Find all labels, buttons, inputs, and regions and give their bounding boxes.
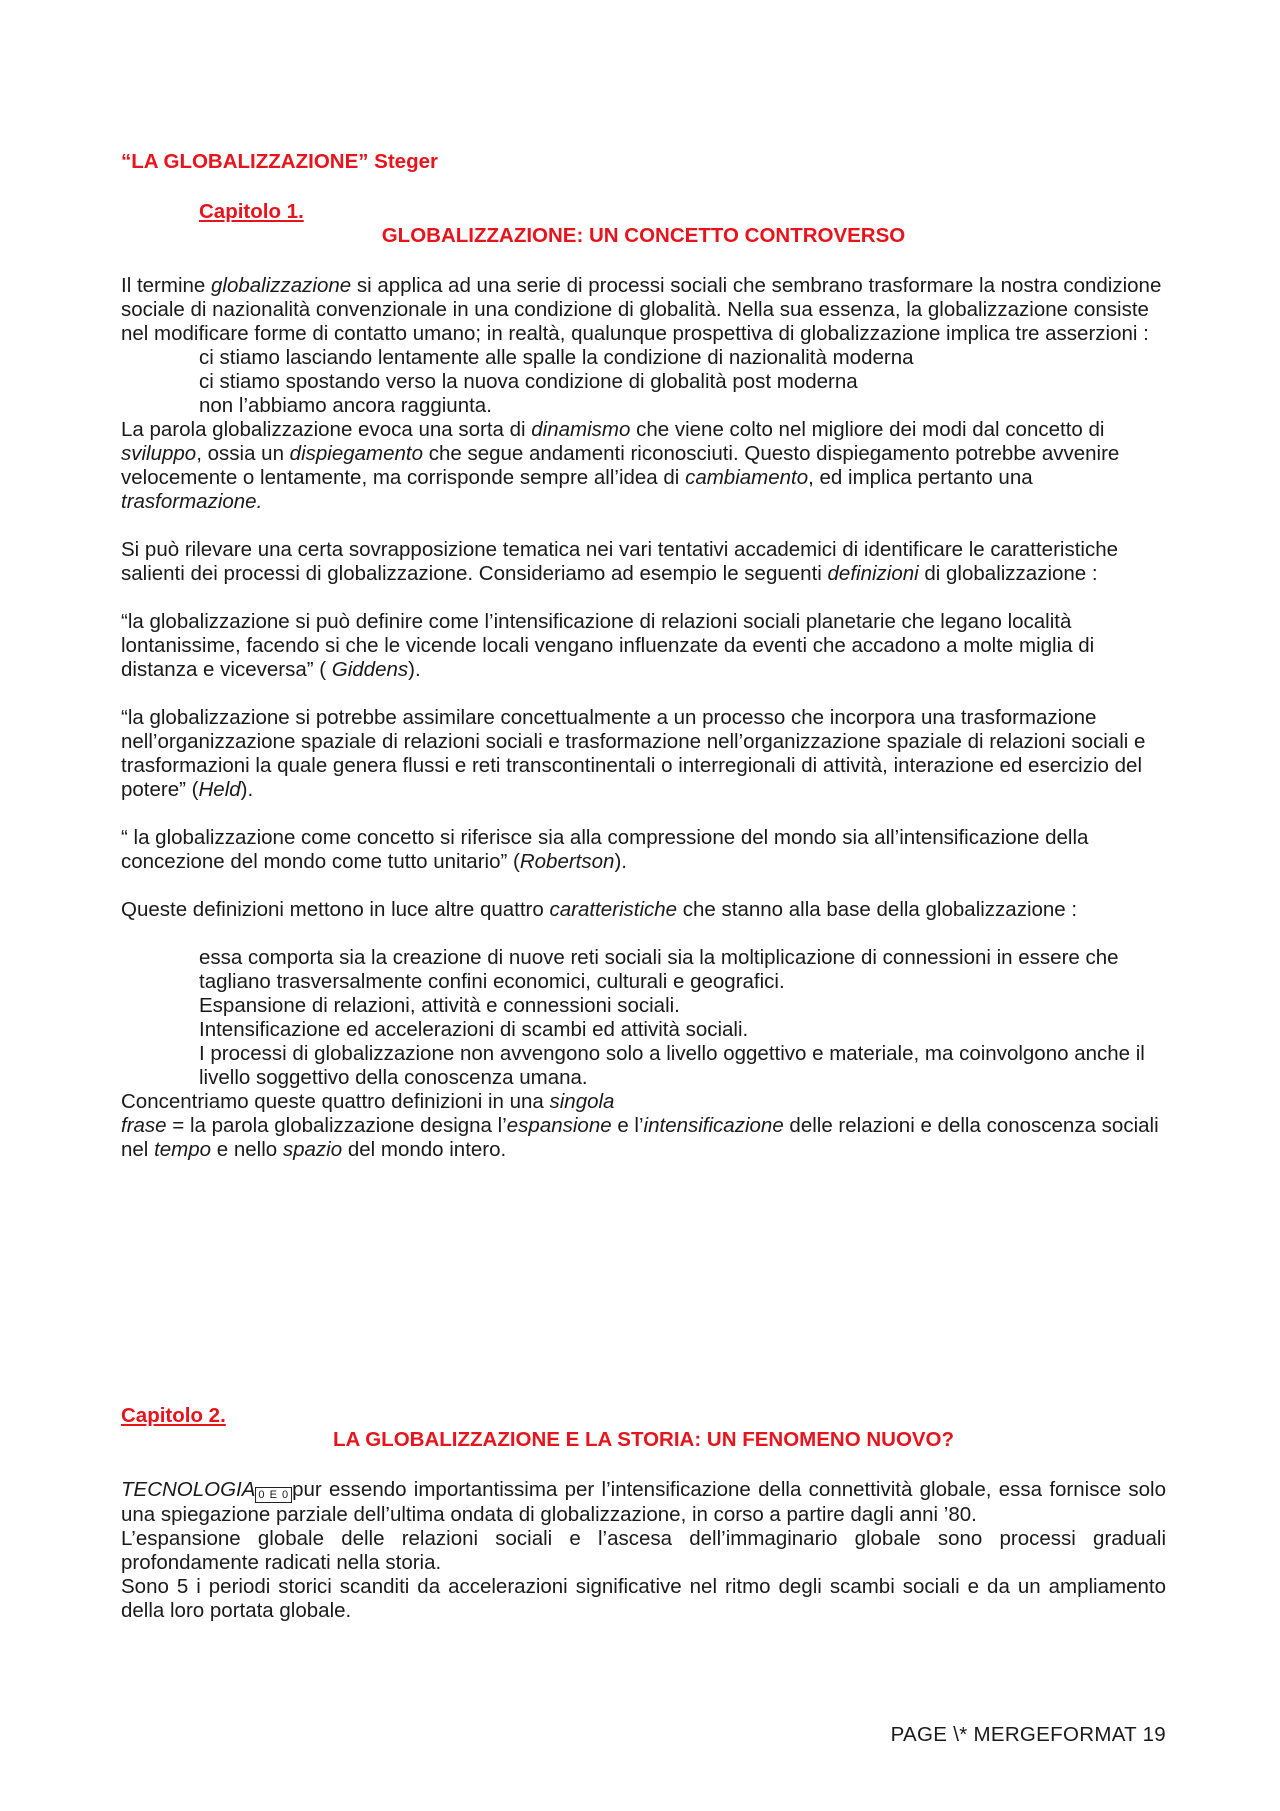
paragraph-dynamism: La parola globalizzazione evoca una sorta di dinamismo che viene colto nel migliore dei modi dal concetto di sviluppo, ossia un dispiegamento che segue andamenti riconosciuti. Questo dispiegamento potrebbe avvenire velocemente o lentamente, ma corrisponde sempre all’idea di cambiamento, ed implica pertanto una trasformazione. (121, 418, 1120, 513)
assertion-item: ci stiamo lasciando lentamente alle spalle la condizione di nazionalità moderna (199, 346, 914, 369)
paragraph-definition: Il termine globalizzazione si applica ad una serie di processi sociali che sembrano trasformare la nostra condizione sociale di nazionalità convenzionale in una condizione di globalità. Nella sua essenza, la globalizzazione consiste nel modificare forme di contatto umano; in realtà, qualunque prospettiva di globalizzazione implica tre asserzioni : (121, 274, 1162, 345)
chapter-2-label: Capitolo 2. (121, 1404, 226, 1427)
paragraph-periods: Sono 5 i periodi storici scanditi da accelerazioni significative nel ritmo degli scambi sociali e da un ampliamento della loro portata globale. (121, 1575, 1166, 1622)
quote-held: “la globalizzazione si potrebbe assimilare concettualmente a un processo che incorpora una trasformazione nell’organizzazione spaziale di relazioni sociali e trasformazione nell’organizzazione spaziale di relazioni sociali e trasformazioni la quale genera flussi e reti transcontinentali o interregionali di attività, interazione ed esercizio del potere” (Held). (121, 706, 1146, 801)
paragraph-overlap: Si può rilevare una certa sovrapposizione tematica nei vari tentativi accademici di identificare le caratteristiche salienti dei processi di globalizzazione. Consideriamo ad esempio le seguenti definizioni di globalizzazione : (121, 538, 1119, 585)
quote-giddens: “la globalizzazione si può definire come l’intensificazione di relazioni sociali planetarie che legano località lontanissime, facendo si che le vicende locali vengano influenzate da eventi che accadono a molte miglia di distanza e viceversa” ( Giddens). (121, 610, 1095, 681)
assertion-item: ci stiamo spostando verso la nuova condizione di globalità post moderna (199, 370, 858, 393)
characteristic-item: Espansione di relazioni, attività e connessioni sociali. (199, 994, 680, 1017)
field-code-box: 0 E 0 (255, 1487, 292, 1503)
paragraph-technology: TECNOLOGIA 0 E 0 pur essendo importantissima per l’intensificazione della connettività globale, essa fornisce solo una spiegazione parziale dell’ultima ondata di globalizzazione, in corso a partire dagli anni ’80. (121, 1478, 1166, 1526)
characteristic-item: I processi di globalizzazione non avvengono solo a livello oggettivo e materiale, ma coinvolgono anche il livello soggettivo della conoscenza umana. (199, 1042, 1145, 1089)
quote-robertson: “ la globalizzazione come concetto si riferisce sia alla compressione del mondo sia all’intensificazione della concezione del mondo come tutto unitario” (Robertson). (121, 826, 1089, 873)
chapter-2-heading: LA GLOBALIZZAZIONE E LA STORIA: UN FENOMENO NUOVO? (332, 1428, 955, 1451)
characteristic-item: Intensificazione ed accelerazioni di scambi ed attività sociali. (199, 1018, 749, 1041)
chapter-1-heading: GLOBALIZZAZIONE: UN CONCETTO CONTROVERSO (381, 224, 906, 247)
chapter-1-label: Capitolo 1. (199, 200, 304, 223)
page-footer: PAGE \* MERGEFORMAT 19 (890, 1723, 1166, 1746)
document-body (121, 150, 1166, 1623)
document-title: “LA GLOBALIZZAZIONE” Steger (121, 150, 438, 173)
characteristic-item: essa comporta sia la creazione di nuove reti sociali sia la moltiplicazione di connessioni in essere che tagliano trasversalmente confini economici, culturali e geografici. (199, 946, 1119, 993)
paragraph-expansion: L’espansione globale delle relazioni sociali e l’ascesa dell’immaginario globale sono processi graduali profondamente radicati nella storia. (121, 1527, 1166, 1574)
paragraph-characteristics-intro: Queste definizioni mettono in luce altre quattro caratteristiche che stanno alla base della globalizzazione : (121, 898, 1078, 921)
paragraph-summary: Concentriamo queste quattro definizioni in una singola frase = la parola globalizzazione designa l’espansione e l’intensificazione delle relazioni e della conoscenza sociali nel tempo e nello spazio del mondo intero. (121, 1090, 1159, 1161)
section-spacer (121, 1162, 1166, 1404)
assertion-item: non l’abbiamo ancora raggiunta. (199, 394, 492, 417)
